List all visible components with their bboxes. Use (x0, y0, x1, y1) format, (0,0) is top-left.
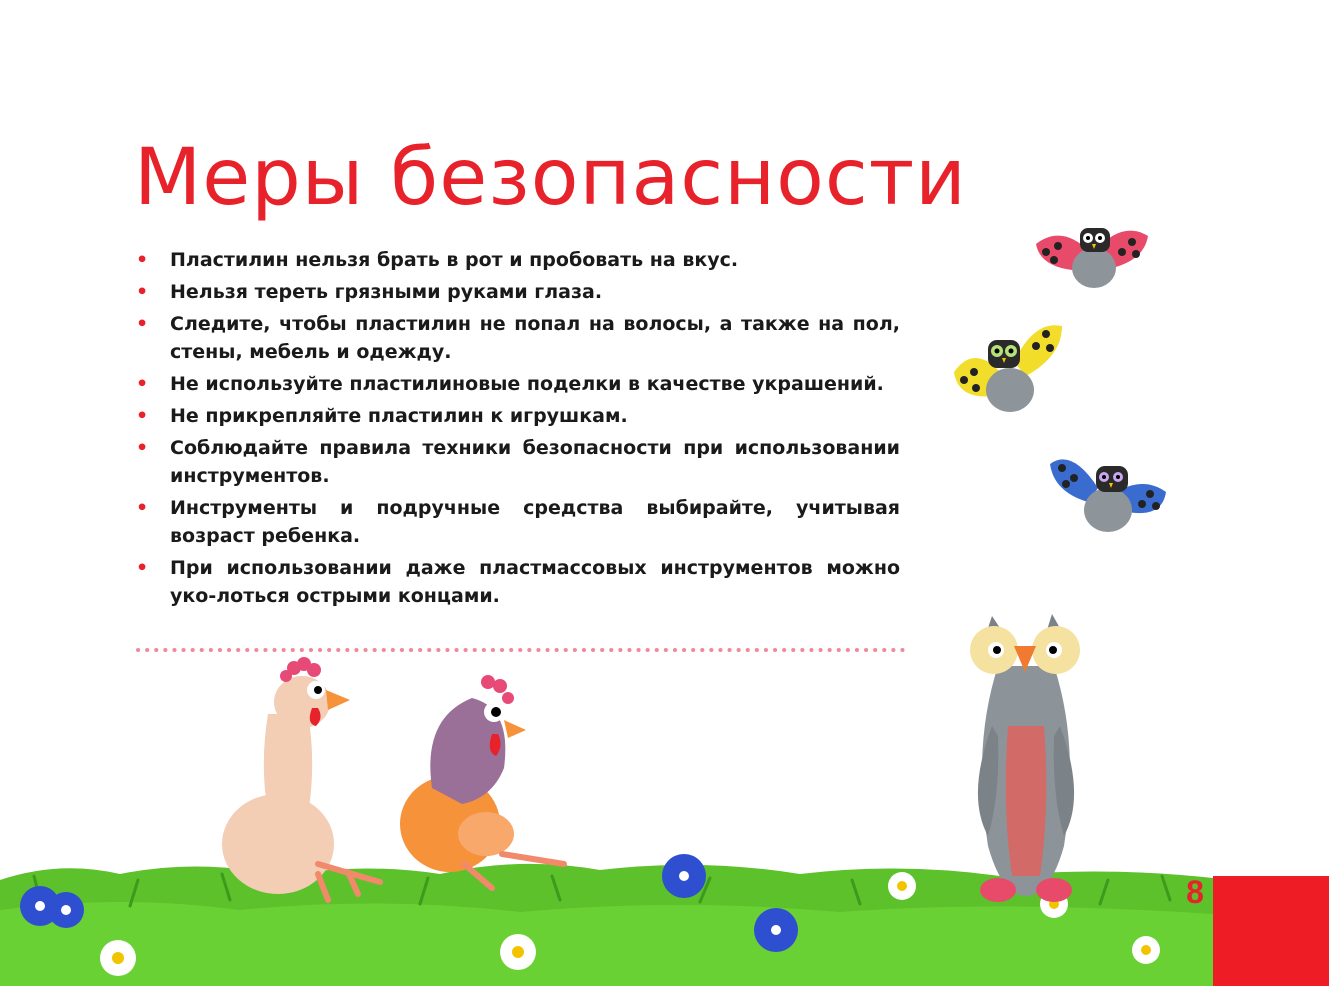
list-item: • Нельзя тереть грязными руками глаза. (134, 278, 900, 306)
list-item: • Инструменты и подручные средства выбирайте, учитывая возраст ребенка. (134, 494, 900, 550)
bullet: • (136, 497, 149, 519)
list-item: • Не прикрепляйте пластилин к игрушкам. (134, 402, 900, 430)
bullet: • (136, 373, 149, 395)
list-item: • При использовании даже пластмассовых инструментов можно уко-лоться острыми концами. (134, 554, 900, 610)
list-item: • Следите, чтобы пластилин не попал на волосы, а также на пол, стены, мебель и одежду. (134, 310, 900, 366)
bullet: • (136, 557, 149, 579)
page-title: Меры безопасности (134, 133, 967, 223)
list-item: • Пластилин нельзя брать в рот и пробовать на вкус. (134, 246, 900, 274)
bullet: • (136, 249, 149, 271)
bullet: • (136, 313, 149, 335)
list-item: • Соблюдайте правила техники безопасности при использовании инструментов. (134, 434, 900, 490)
owl-illustration (952, 606, 1102, 910)
bullet: • (136, 281, 149, 303)
hen-beige-illustration (208, 654, 388, 910)
bullet: • (136, 405, 149, 427)
bat-yellow-wings-illustration (950, 316, 1068, 420)
bullet: • (136, 437, 149, 459)
safety-rules-list (134, 246, 900, 614)
list-item: • Не используйте пластилиновые поделки в качестве украшений. (134, 370, 900, 398)
bat-red-wings-illustration (1032, 214, 1152, 296)
hen-purple-illustration (392, 668, 572, 900)
page-corner-block (1213, 876, 1329, 986)
bat-blue-wings-illustration (1046, 448, 1168, 546)
page-number: 8 (1186, 874, 1204, 910)
